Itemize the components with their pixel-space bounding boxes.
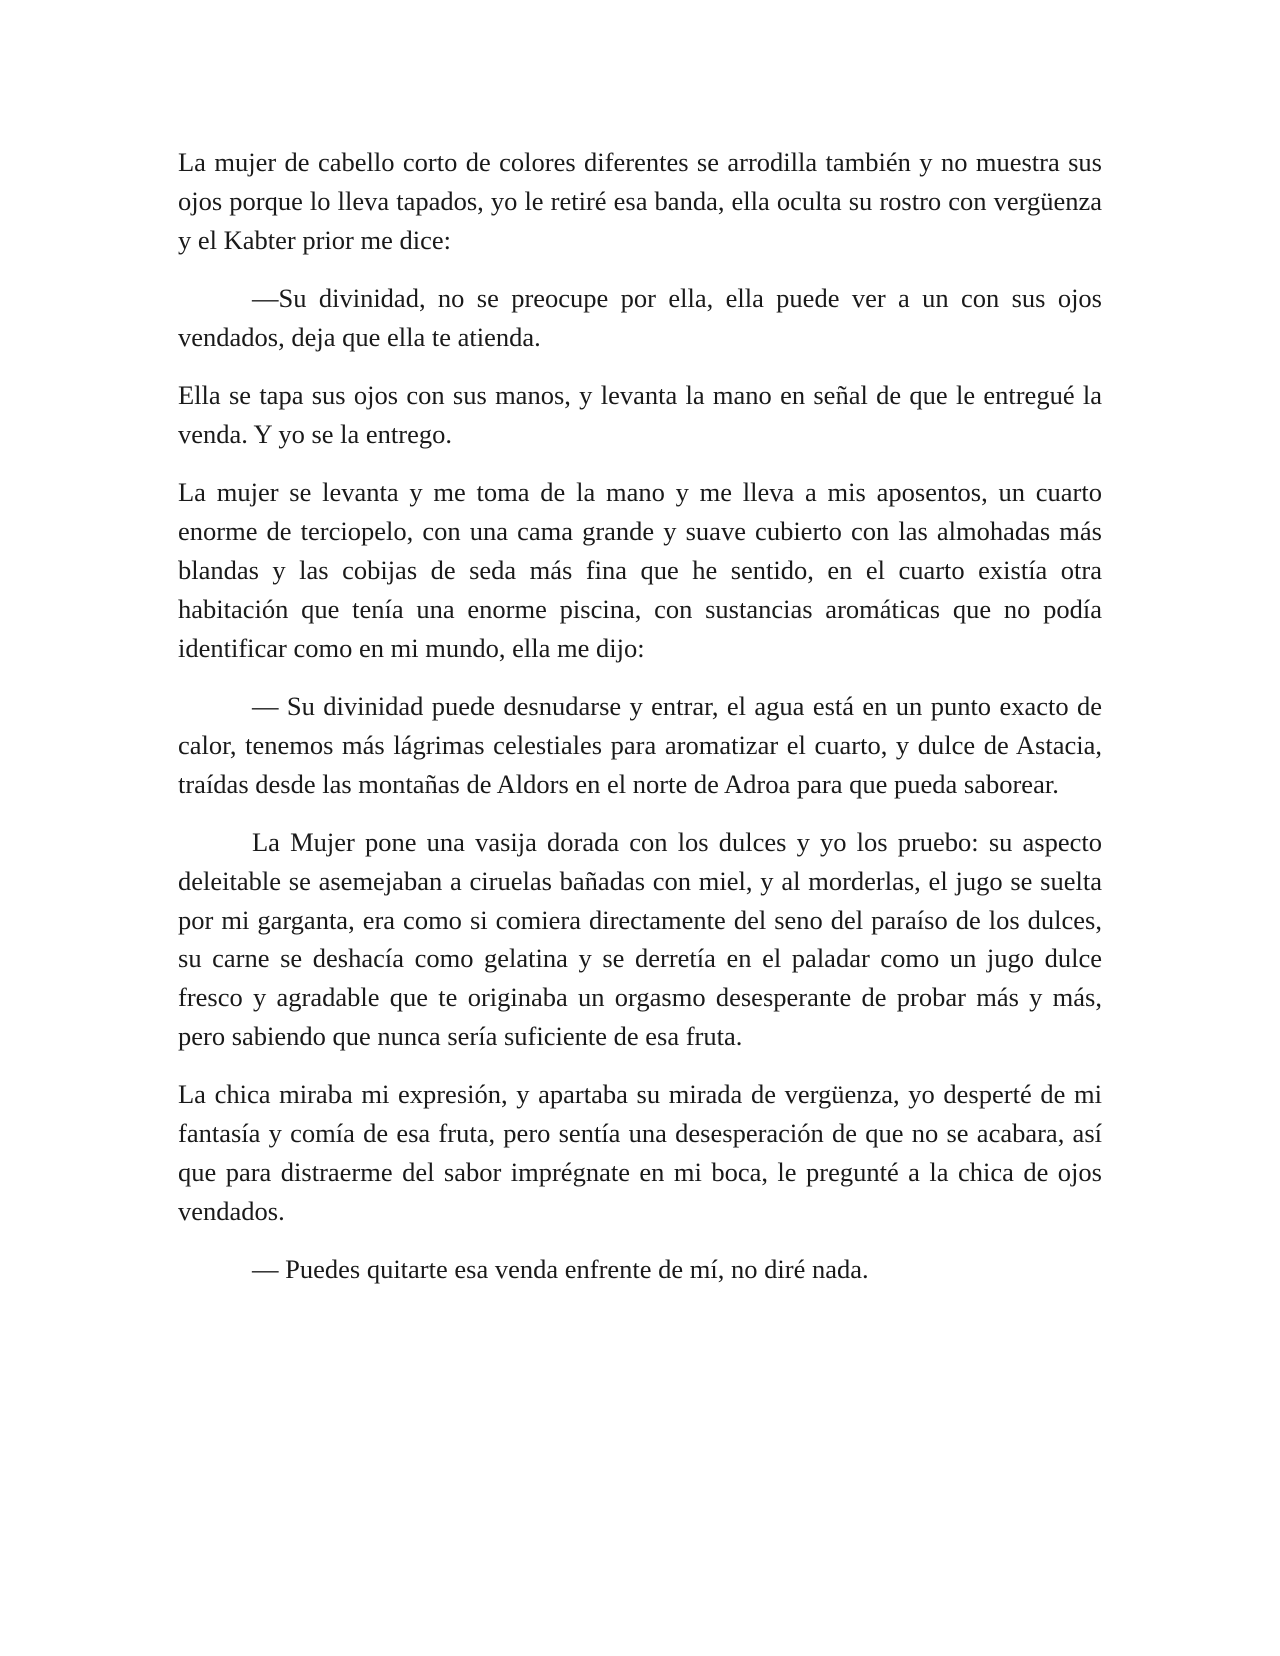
paragraph-5-dialogue: — Su divinidad puede desnudarse y entrar, el agua está en un punto exacto de calor, tenemos más lágrimas celestiales para aromatizar el cuarto, y dulce de Astacia, traídas desde las montañas de Aldors en el norte de Adroa para que pueda saborear. bbox=[178, 690, 1102, 799]
paragraph-1: La mujer de cabello corto de colores diferentes se arrodilla también y no muestra sus ojos porque lo lleva tapados, yo le retiré esa banda, ella oculta su rostro con vergüenza y el Kabter prior me dice: bbox=[178, 147, 1102, 255]
paragraph-8-dialogue: — Puedes quitarte esa venda enfrente de mí, no diré nada. bbox=[252, 1254, 869, 1285]
paragraph-6: La Mujer pone una vasija dorada con los dulces y yo los pruebo: su aspecto deleitable se asemejaban a ciruelas bañadas con miel, y al morderlas, el jugo se suelta por mi garganta, era como si comiera directamente del seno del paraíso de los dulces, su carne se deshacía como gelatina y se derretía en el paladar como un jugo dulce fresco y agradable que te originaba un orgasmo desesperante de probar más y más, pero sabiendo que nunca sería suficiente de esa fruta. bbox=[178, 826, 1102, 1051]
paragraph-2-dialogue: —Su divinidad, no se preocupe por ella, ella puede ver a un con sus ojos vendados, deja que ella te atienda. bbox=[178, 282, 1102, 352]
paragraph-7: La chica miraba mi expresión, y apartaba su mirada de vergüenza, yo desperté de mi fantasía y comía de esa fruta, pero sentía una desesperación de que no se acabara, así que para distraerme del sabor imprégnate en mi boca, le pregunté a la chica de ojos vendados. bbox=[178, 1079, 1102, 1226]
document-page bbox=[178, 143, 1102, 1308]
paragraph-3: Ella se tapa sus ojos con sus manos, y levanta la mano en señal de que le entregué la venda. Y yo se la entrego. bbox=[178, 380, 1102, 449]
paragraph-4: La mujer se levanta y me toma de la mano y me lleva a mis aposentos, un cuarto enorme de terciopelo, con una cama grande y suave cubierto con las almohadas más blandas y las cobijas de seda más fina que he sentido, en el cuarto existía otra habitación que tenía una enorme piscina, con sustancias aromáticas que no podía identificar como en mi mundo, ella me dijo: bbox=[178, 477, 1102, 663]
